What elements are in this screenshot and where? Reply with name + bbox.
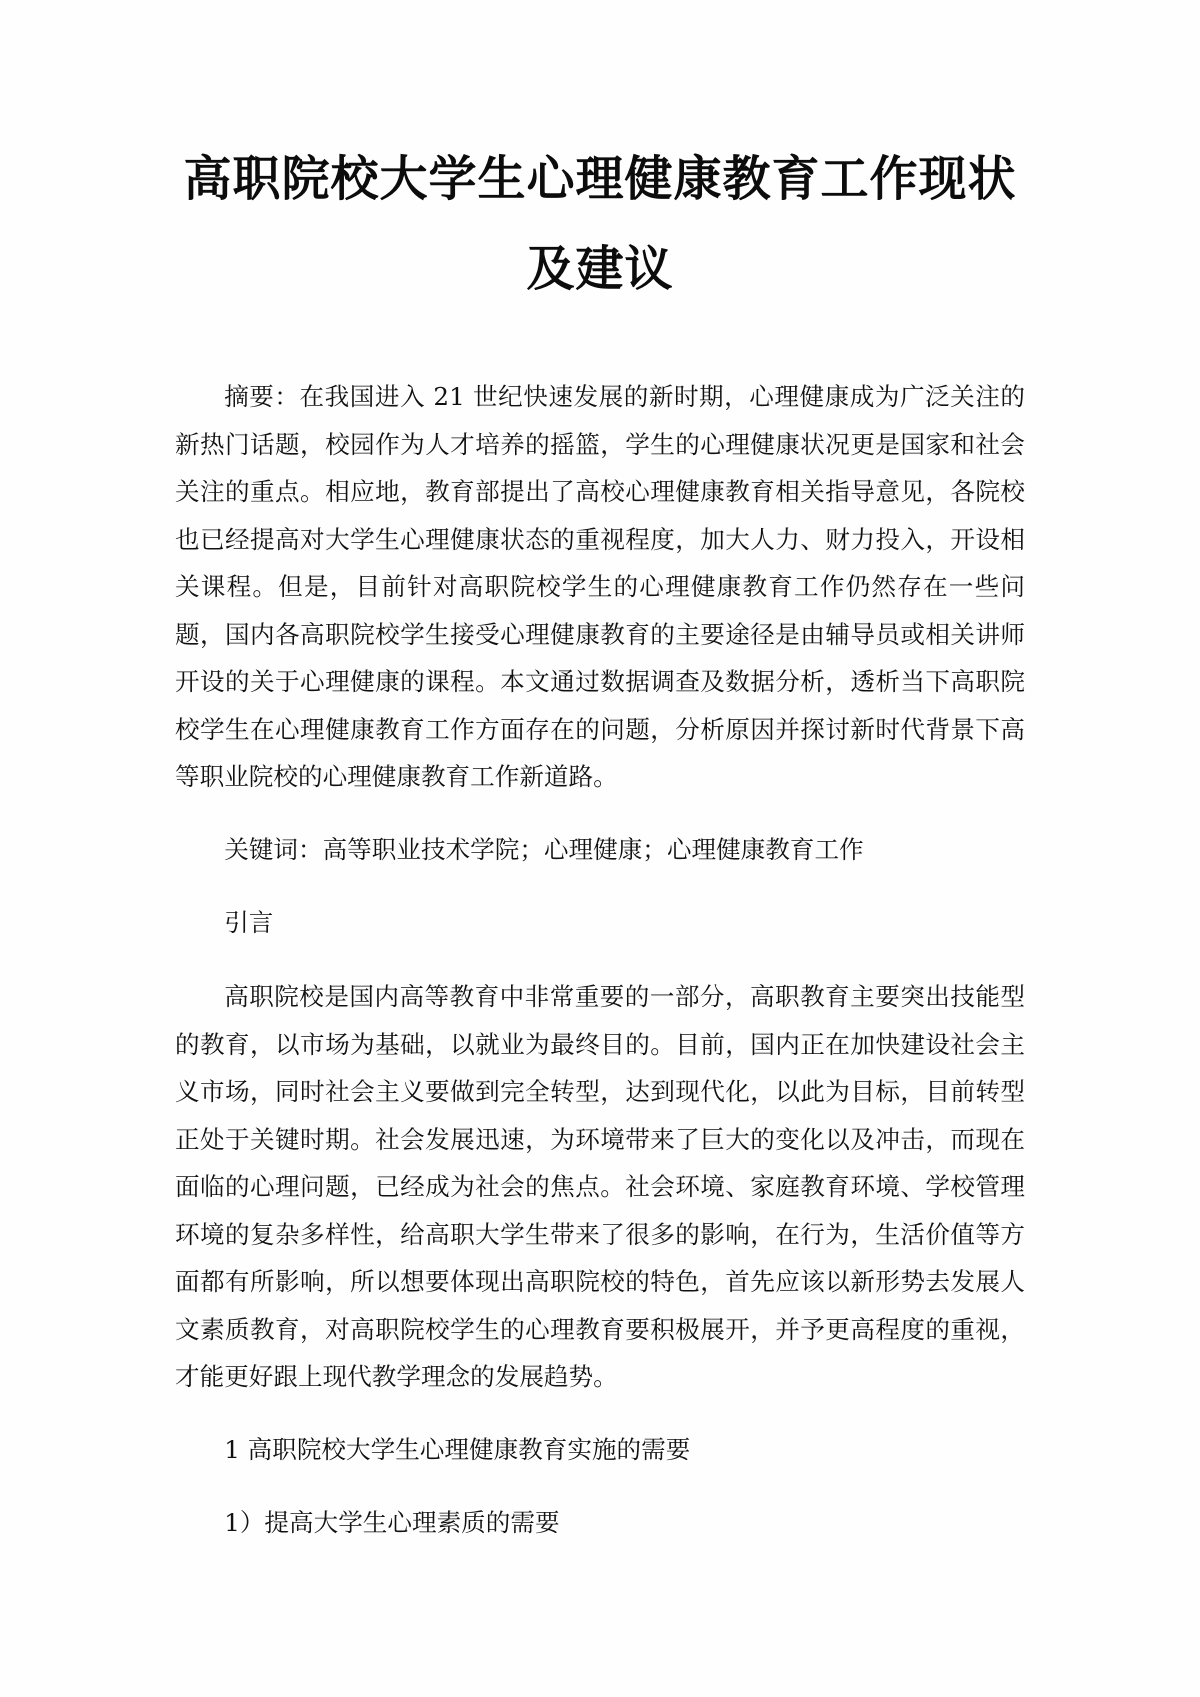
intro-heading: 引言 <box>224 908 274 937</box>
abstract-paragraph: 摘要：在我国进入 21 世纪快速发展的新时期，心理健康成为广泛关注的新热门话题，校园作为人才培养的摇篮，学生的心理健康状况更是国家和社会关注的重点。相应地，教育部提出了高校心理健康教育相关指导意见，各院校也已经提高对大学生心理健康状态的重视程度，加大人力、财力投入，开设相关课程。但是，目前针对高职院校学生的心理健康教育工作仍然存在一些问题，国内各高职院校学生接受心理健康教育的主要途径是由辅导员或相关讲师开设的关于心理健康的课程。本文通过数据调查及数据分析，透析当下高职院校学生在心理健康教育工作方面存在的问题，分析原因并探讨新时代背景下高等职业院校的心理健康教育工作新道路。 <box>175 382 1025 791</box>
document-title-line-2: 及建议 <box>526 241 674 297</box>
document-title-line-1: 高职院校大学生心理健康教育工作现状 <box>183 151 1017 207</box>
keywords-line: 关键词：高等职业技术学院；心理健康；心理健康教育工作 <box>224 835 864 864</box>
intro-paragraph: 高职院校是国内高等教育中非常重要的一部分，高职教育主要突出技能型的教育，以市场为基础，以就业为最终目的。目前，国内正在加快建设社会主义市场，同时社会主义要做到完全转型，达到现代化，以此为目标，目前转型正处于关键时期。社会发展迅速，为环境带来了巨大的变化以及冲击，而现在面临的心理问题，已经成为社会的焦点。社会环境、家庭教育环境、学校管理环境的复杂多样性，给高职大学生带来了很多的影响，在行为，生活价值等方面都有所影响，所以想要体现出高职院校的特色，首先应该以新形势去发展人文素质教育，对高职院校学生的心理教育要积极展开，并予更高程度的重视，才能更好跟上现代教学理念的发展趋势。 <box>175 982 1025 1391</box>
section-1-1-heading: 1）提高大学生心理素质的需要 <box>224 1508 560 1537</box>
section-1-heading: 1 高职院校大学生心理健康教育实施的需要 <box>224 1435 691 1464</box>
